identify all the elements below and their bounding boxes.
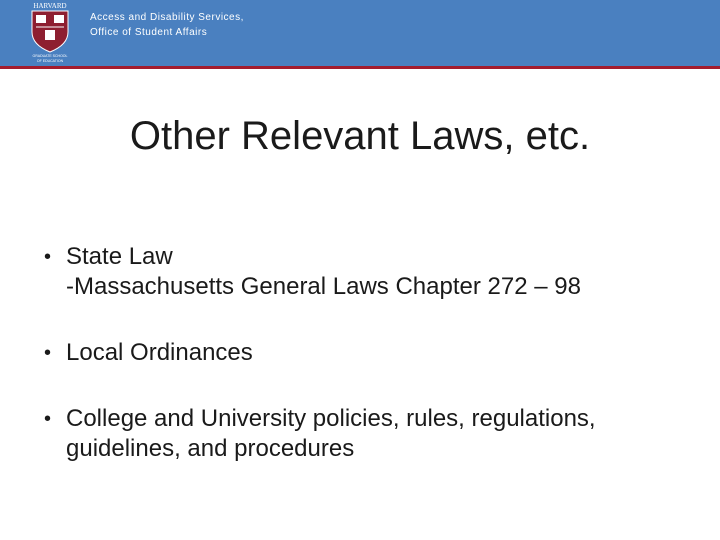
header-bar — [0, 0, 720, 66]
bullet-list — [44, 242, 684, 464]
harvard-shield-logo — [22, 0, 78, 64]
bullet-item-college-policies — [44, 404, 684, 464]
svg-text:GRADUATE SCHOOL: GRADUATE SCHOOL — [32, 54, 68, 58]
bullet-icon: • — [44, 246, 52, 268]
bullet-item-local-ordinances — [44, 338, 684, 368]
bullet-icon: • — [44, 342, 52, 364]
office-name-line-1: Access and Disability Services, — [90, 12, 244, 23]
slide-title: Other Relevant Laws, etc. — [129, 114, 591, 158]
bullet-text: State Law — [66, 243, 173, 270]
office-name — [90, 10, 244, 40]
bullet-icon: • — [44, 408, 52, 430]
svg-text:HARVARD: HARVARD — [33, 2, 67, 10]
header-divider — [0, 66, 720, 69]
office-name-line-2: Office of Student Affairs — [90, 27, 208, 38]
bullet-item-state-law — [44, 242, 684, 302]
svg-text:OF EDUCATION: OF EDUCATION — [36, 59, 64, 63]
bullet-text: Local Ordinances — [66, 339, 253, 366]
bullet-text: College and University policies, rules, regulations, guidelines, and procedures — [66, 405, 596, 462]
bullet-subtext: -Massachusetts General Laws Chapter 272 – 98 — [66, 273, 581, 300]
